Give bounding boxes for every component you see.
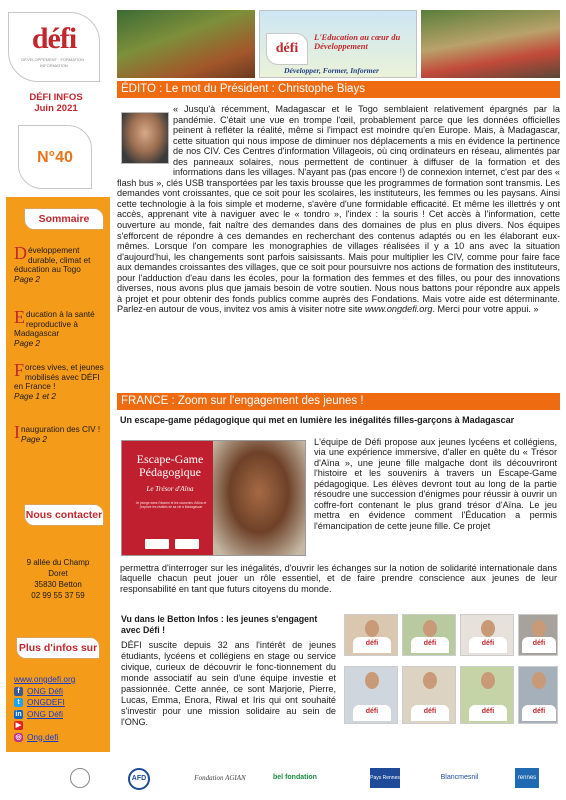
volunteers-photo-grid bbox=[344, 614, 558, 732]
partner-logo-rennes: rennes bbox=[515, 768, 539, 788]
sommaire-item-text: éveloppement durable, climat et éducation au Togo bbox=[14, 246, 91, 275]
escape-game-poster bbox=[121, 440, 306, 556]
contact-heading: Nous contacter bbox=[24, 504, 104, 526]
poster-girl-photo bbox=[213, 441, 305, 555]
more-info-heading: Plus d'infos sur bbox=[16, 637, 100, 659]
issue-date: Juin 2021 bbox=[34, 103, 78, 114]
sommaire-item-togo[interactable] bbox=[14, 243, 108, 284]
partner-logo-bel: bel fondation bbox=[273, 774, 317, 781]
defi-logo bbox=[8, 12, 100, 82]
header-photos bbox=[117, 10, 560, 78]
drop-initial: I bbox=[14, 422, 20, 442]
poster-title bbox=[128, 453, 212, 479]
partner-logo-blancmesnil: Blancmesnil bbox=[440, 774, 479, 781]
portrait-spacer bbox=[117, 104, 173, 168]
link-linkedin[interactable] bbox=[14, 709, 110, 721]
partner-logos-footer bbox=[0, 758, 566, 796]
photo-field-work bbox=[117, 10, 255, 78]
poster-subtitle: Le Trésor d'Aïna bbox=[146, 485, 194, 493]
partner-logo-agian: Fondation AGIAN bbox=[194, 774, 246, 782]
volunteer-photo: défi bbox=[460, 666, 514, 724]
newsletter-title: DÉFI INFOS bbox=[29, 92, 83, 103]
partner-logo-afd: AFD bbox=[128, 768, 150, 790]
issue-info bbox=[0, 92, 112, 114]
sommaire-item-madagascar[interactable] bbox=[14, 307, 108, 348]
sommaire-item-civ[interactable] bbox=[14, 422, 108, 444]
photo-village-group bbox=[421, 10, 560, 78]
sommaire-item-page: Page 1 et 2 bbox=[14, 391, 56, 401]
instagram-link[interactable]: Ong.defi bbox=[27, 731, 59, 742]
sommaire-heading: Sommaire bbox=[24, 208, 104, 230]
partner-logo-pays-rennes: Pays Rennes bbox=[370, 768, 400, 788]
poster-logos bbox=[132, 539, 212, 549]
betton-article-body: DÉFI suscite depuis 32 ans l'intérêt de jeunes étudiants, lycéens et collégiens en stage ou service civique, curieux de découvrir le fonc-tionnement du monde associatif au sein d'une équipe investie et passionnée. Cette année, ce sont Marjorie, Pierre, Lucas, Emma, Enora, Riwal et Iris qui ont souhaité s'investir pour une mission solidaire au sein de l'ONG. bbox=[121, 640, 336, 727]
volunteer-photo: défi bbox=[344, 666, 398, 724]
drop-initial: D bbox=[14, 243, 27, 263]
sommaire-item-page: Page 2 bbox=[21, 434, 47, 444]
social-links bbox=[14, 674, 110, 743]
sommaire-panel bbox=[6, 197, 110, 752]
address-line: Doret bbox=[48, 569, 68, 578]
poster-title-line: Escape-Game bbox=[136, 452, 204, 466]
linkedin-icon: in bbox=[15, 710, 22, 718]
volunteer-photo: défi bbox=[402, 614, 456, 656]
france-heading-bar: FRANCE : Zoom sur l'engagement des jeunes ! bbox=[117, 393, 560, 410]
facebook-icon: f bbox=[14, 687, 23, 696]
betton-article-title: Vu dans le Betton Infos : les jeunes s'engagent avec Défi ! bbox=[121, 614, 318, 635]
volunteer-photo: défi bbox=[402, 666, 456, 724]
volunteer-photo: défi bbox=[518, 614, 558, 656]
drop-initial: F bbox=[14, 360, 25, 380]
website-link[interactable]: www.ongdefi.org bbox=[14, 674, 76, 684]
link-twitter[interactable] bbox=[14, 697, 110, 709]
sommaire-item-text: ducation à la santé reproductive à Madagascar bbox=[14, 310, 95, 339]
partner-logo-globe bbox=[70, 768, 90, 788]
volunteer-photo: défi bbox=[460, 614, 514, 656]
volunteer-photo: défi bbox=[518, 666, 558, 724]
edito-heading-bar: ÉDITO : Le mot du Président : Christophe Biays bbox=[117, 81, 560, 98]
poster-title-line: Pédagogique bbox=[139, 465, 201, 479]
issue-number-box bbox=[18, 125, 92, 189]
address-line: 9 allée du Champ bbox=[26, 558, 90, 567]
escape-game-article-title: Un escape-game pédagogique qui met en lumière les inégalités filles-garçons à Madagascar bbox=[120, 415, 515, 425]
link-instagram[interactable] bbox=[14, 732, 110, 744]
banner-panel bbox=[259, 10, 417, 78]
escape-game-article-body: L'équipe de Défi propose aux jeunes lycéens et collégiens, via une expérience immersive, d'aller en quête du « Trésor d'Aïna », une jeune fille malgache dont ils découvriront l'histoire et les souvenirs à travers un Escape-Game pédagogique. Les élèves devront tout au long de la partie résoudre une succession d'énigmes pour réussir à ouvrir un coffre-fort contenant le plus grand trésor d'Aïna. Le jeu mettra en évidence comment l'Éducation a permis l'émancipation de cette jeune fille. Ce projet bbox=[314, 437, 557, 531]
sidebar bbox=[0, 0, 112, 760]
instagram-icon: ◎ bbox=[15, 733, 22, 741]
edito-website-link[interactable]: www.ongdefi.org bbox=[365, 304, 433, 315]
drop-initial: E bbox=[14, 307, 25, 327]
poster-description: Je plonge dans l'histoire et les souvenirs d'Aïna et j'explore les réalités de sa vie à Madagascar bbox=[135, 501, 207, 509]
banner-tagline: L'Education au cœur du Développement bbox=[314, 32, 401, 51]
contact-address bbox=[12, 557, 104, 601]
facebook-link[interactable]: ONG Défi bbox=[27, 685, 63, 696]
twitter-icon: t bbox=[14, 698, 23, 707]
link-facebook[interactable] bbox=[14, 686, 110, 698]
edito-closing: . Merci pour votre appui. » bbox=[432, 304, 539, 315]
youtube-icon: ▶ bbox=[15, 722, 22, 730]
sommaire-item-text: orces vives, et jeunes mobilisés avec DÉFI en France ! bbox=[14, 363, 104, 392]
linkedin-link[interactable]: ONG Défi bbox=[27, 708, 63, 719]
sommaire-item-text: nauguration des CIV ! bbox=[21, 425, 101, 434]
link-website[interactable] bbox=[14, 674, 110, 686]
escape-game-article-body-cont: permettra d'interroger sur les inégalités, d'ouvrir les échanges sur la notion de solidarité internationale dans laquelle chacun peut jouer un rôle essentiel, et de faire prendre conscience aux jeunes de leur responsabilité en tant que futurs citoyens du monde. bbox=[120, 563, 557, 594]
edito-paragraph: « Jusqu'à récemment, Madagascar et le Togo semblaient relativement épargnés par la pandémie. C'était une vue en trompe l'œil, probablement parce que les données officielles peinent à refléter la réalité, même si l'impact est moindre qu'en Europe. Mais, à Madagascar, cette situation qui nous impose de diminuer nos déplacements a mis en évidence la pertinence de nos CIV. Ces Centres d'information Villageois, où cinq ordinateurs en réseau, alimentés par des panneaux solaires, nous permettent de continuer à diffuser de la formation et des informations dans les villages. N'ayant pas (pas encore !) de connexion internet, c'est par des « flash bus », clés USB transportées par les taxis brousse que les programmes de formation sont transmis. Les demandes vont croissantes, que ce soit pour les scolaires, les instituteurs, les femmes ou les paysans. Ainsi cette technologie à la fois simple et moderne, s'avère d'une formidable efficacité. Et même les illettrés y ont accès, apprenant vite à naviguer avec le « tondro », l'index : la souris ! Cet accès à l'information, cette ouverture au monde, fait naître des demandes dans des domaines de plus en plus divers. Nos équipes s'efforcent de répondre à ces demandes en recherchant des contenus adaptés ou en les élaborant eux-mêmes. Lorsque l'on compare les monographies de villages réalisées il y a 10 ans avec la situation d'aujourd'hui, les changements sont parfois saisissants. Mais pour multiplier les CIV, comme pour faire face aux demandes croissantes des villages, que ce soit pour poursuivre nos actions de formation des instituteurs, pour l'adduction d'eau dans les écoles, pour la formation des femmes et des filles, ou pour des innovations diverses, nous avons plus que jamais besoin de votre soutien. Nous nous battons pour répondre aux appels à projet et pour obtenir des fonds publics comme auprès des Fondations. Mais votre aide est déterminante. Parlez-en autour de vous, invitez vos amis à visiter notre site bbox=[117, 104, 560, 315]
logo-text: défi bbox=[31, 22, 77, 55]
volunteer-photo: défi bbox=[344, 614, 398, 656]
phone-number[interactable]: 02 99 55 37 59 bbox=[31, 591, 85, 600]
link-youtube[interactable] bbox=[14, 720, 110, 732]
address-line: 35830 Betton bbox=[34, 580, 82, 589]
sommaire-item-page: Page 2 bbox=[14, 274, 40, 284]
banner-motto: Développer, Former, Informer bbox=[284, 66, 379, 75]
sommaire-item-page: Page 2 bbox=[14, 338, 40, 348]
issue-number: N°40 bbox=[37, 149, 73, 166]
twitter-link[interactable]: ONGDEFI bbox=[27, 697, 65, 707]
sommaire-item-france[interactable] bbox=[14, 360, 108, 401]
banner-logo: défi bbox=[266, 33, 308, 65]
logo-tagline: DÉVELOPPEMENT · FORMATION · INFORMATION bbox=[21, 57, 87, 68]
edito-body bbox=[117, 104, 560, 315]
